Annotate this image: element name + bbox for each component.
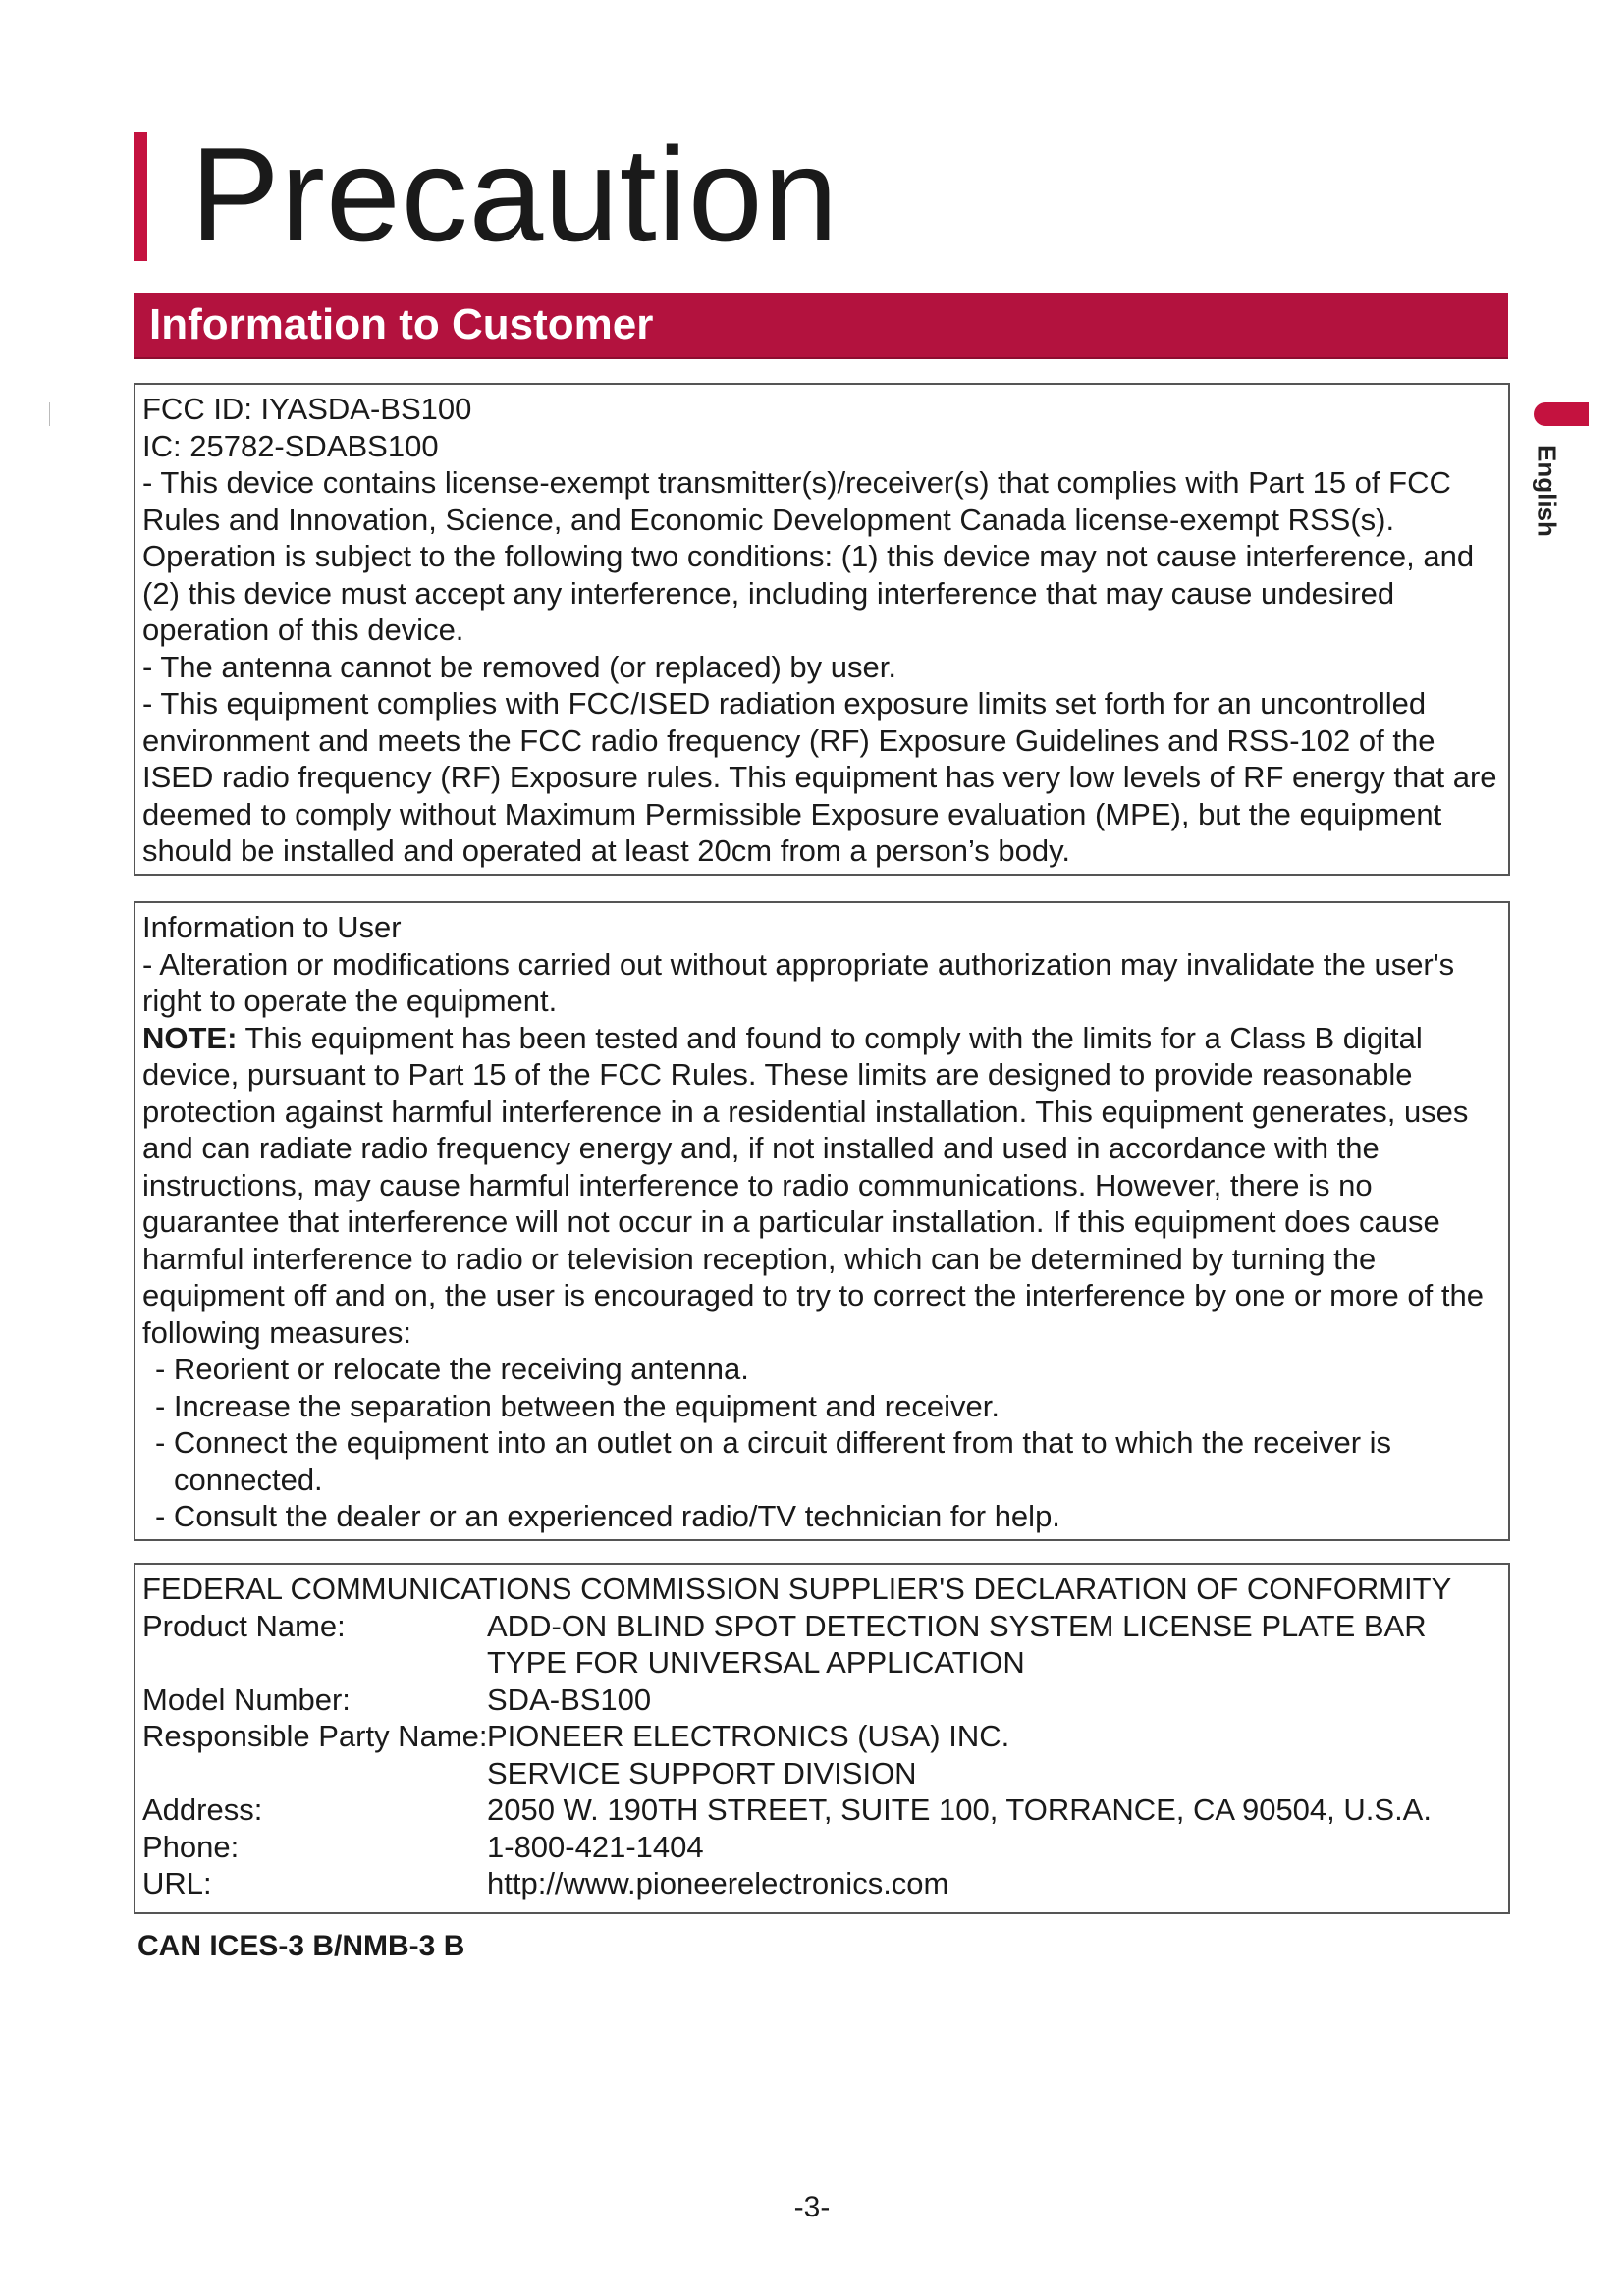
language-tab-marker: [1534, 402, 1589, 426]
product-name-row: [142, 1608, 1502, 1682]
fcc-conditions-paragraph: - This device contains license-exempt transmitter(s)/receiver(s) that complies with Part 15 of FCC Rules and Innovation, Science, and Economic Development Canada license-exempt RSS(s). Operation is subject to the following two conditions: (1) this device may not cause interference, and (2) this device must accept any interference, including interference that may cause undesired operation of this device.: [142, 465, 1475, 647]
margin-mark: [49, 402, 50, 426]
note-text: This equipment has been tested and found to comply with the limits for a Class B digital device, pursuant to Part 15 of the FCC Rules. These limits are designed to provide reasonable protection against harmful interference in a residential installation. This equipment generates, uses and can radiate radio frequency energy and, if not installed and used in accordance with the instructions, may cause harmful interference to radio communications. However, there is no guarantee that interference will not occur in a particular installation. If this equipment does cause harmful interference to radio or television reception, which can be determined by turning the equipment off and on, the user is encouraged to try to correct the interference by one or more of the following measures:: [142, 1020, 1484, 1350]
section-title: Information to Customer: [149, 300, 654, 348]
model-number-label: Model Number:: [142, 1682, 351, 1717]
note-label: NOTE:: [142, 1020, 238, 1055]
address-label: Address:: [142, 1792, 263, 1827]
address-row: [142, 1791, 1502, 1829]
product-name-label: Product Name:: [142, 1608, 346, 1643]
can-ices-statement: CAN ICES-3 B/NMB-3 B: [137, 1930, 465, 1962]
page-number: -3-: [793, 2191, 831, 2223]
phone-row: [142, 1829, 1502, 1866]
product-name-value: ADD-ON BLIND SPOT DETECTION SYSTEM LICENSE PLATE BAR TYPE FOR UNIVERSAL APPLICATION: [487, 1608, 1427, 1680]
note-paragraph: [142, 1020, 1502, 1352]
rf-exposure-paragraph: - This equipment complies with FCC/ISED radiation exposure limits set forth for an uncontrolled environment and meets the FCC radio frequency (RF) Exposure Guidelines and RSS-102 of the ISED radio frequency (RF) Exposure rules. This equipment has very low levels of RF energy that are deemed to comply without Maximum Permissible Exposure evaluation (MPE), but the equipment should be installed and operated at least 20cm from a person’s body.: [142, 686, 1497, 868]
declaration-of-conformity-box: [134, 1563, 1510, 1914]
model-number-row: [142, 1682, 1502, 1719]
responsible-party-value: [487, 1718, 1502, 1791]
alteration-paragraph: - Alteration or modifications carried out without appropriate authorization may invalidate the user's right to operate the equipment.: [142, 946, 1455, 1018]
measure-item: - Consult the dealer or an experienced radio/TV technician for help.: [155, 1499, 1060, 1533]
measure-item: - Increase the separation between the equipment and receiver.: [155, 1388, 1000, 1423]
address-value: 2050 W. 190TH STREET, SUITE 100, TORRANCE, CA 90504, U.S.A.: [487, 1792, 1432, 1827]
measure-item: - Reorient or relocate the receiving antenna.: [155, 1352, 749, 1386]
responsible-party-name: PIONEER ELECTRONICS (USA) INC.: [487, 1719, 1010, 1753]
url-label: URL:: [142, 1866, 212, 1900]
user-information-box: [134, 901, 1510, 1541]
responsible-party-label: Responsible Party Name:: [142, 1719, 488, 1753]
antenna-paragraph: - The antenna cannot be removed (or replaced) by user.: [142, 649, 896, 684]
phone-label: Phone:: [142, 1829, 240, 1864]
title-accent-bar: [134, 132, 147, 261]
url-value[interactable]: http://www.pioneerelectronics.com: [487, 1866, 949, 1900]
measure-item: - Connect the equipment into an outlet on a circuit different from that to which the receiver is: [155, 1425, 1392, 1460]
section-header: [134, 293, 1508, 359]
measure-item-continuation: connected.: [174, 1462, 323, 1497]
fcc-compliance-box: [134, 383, 1510, 876]
phone-value: 1-800-421-1404: [487, 1829, 704, 1864]
fcc-id: FCC ID: IYASDA-BS100: [142, 392, 472, 426]
responsible-party-division: SERVICE SUPPORT DIVISION: [487, 1755, 917, 1790]
sdoc-heading: FEDERAL COMMUNICATIONS COMMISSION SUPPLIER'S DECLARATION OF CONFORMITY: [142, 1572, 1452, 1606]
user-info-heading: Information to User: [142, 910, 402, 944]
language-tab-label: English: [1532, 445, 1562, 537]
model-number-value: SDA-BS100: [487, 1682, 652, 1717]
page-title: Precaution: [190, 120, 839, 269]
ic-number: IC: 25782-SDABS100: [142, 428, 439, 463]
url-row: [142, 1865, 1502, 1902]
responsible-party-row: [142, 1718, 1502, 1791]
